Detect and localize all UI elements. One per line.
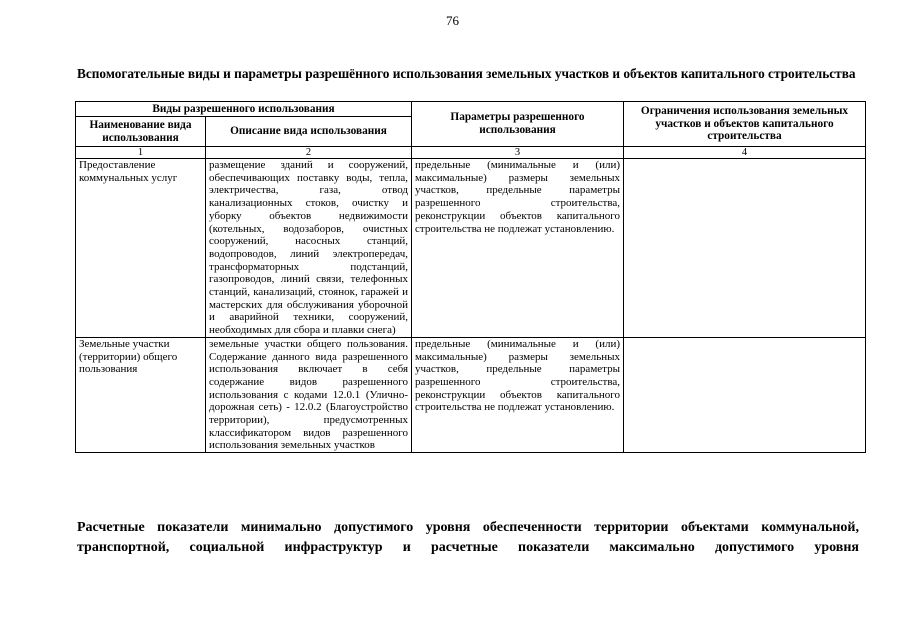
table-header-row <box>76 102 866 117</box>
column-number: 1 <box>76 147 206 159</box>
use-limits <box>624 159 866 338</box>
permitted-use-table <box>75 101 866 453</box>
use-limits <box>624 337 866 452</box>
next-section-heading: Расчетные показатели минимально допустимого уровня обеспеченности территории объектами коммунальной, транспортной, социальной инфраструктур и расчетные показатели максимально допустимого уровня <box>77 520 859 555</box>
group-header: Виды разрешенного использования <box>76 102 412 117</box>
column-number-row <box>76 147 866 159</box>
column-number: 3 <box>412 147 624 159</box>
use-description: земельные участки общего пользования. Содержание данного вида разрешенного использования включает в себя содержание видов разрешенного использования с кодами 12.0.1 (Улично-дорожная сеть) - 12.0.2 (Благоустройство территории), предусмотренных классификатором видов разрешенного использования земельных участков <box>206 337 412 452</box>
use-description: размещение зданий и сооружений, обеспечивающих поставку воды, тепла, электричества, газа, отвод канализационных стоков, очистку и уборку объектов недвижимости (котельных, водозаборов, очистных сооружений, насосных станций, водопроводов, линий электропередач, трансформаторных подстанций, газопроводов, линий связи, телефонных станций, канализаций, стоянок, гаражей и мастерских для обслуживания уборочной и аварийной техники, сооружений, необходимых для сбора и плавки снега) <box>206 159 412 338</box>
header-description: Описание вида использования <box>206 117 412 147</box>
column-number: 2 <box>206 147 412 159</box>
use-name: Предоставление коммунальных услуг <box>76 159 206 338</box>
page-number: 76 <box>446 13 459 28</box>
header-name: Наименование вида использования <box>76 117 206 147</box>
header-parameters: Параметры разрешенного использования <box>412 102 624 147</box>
column-number: 4 <box>624 147 866 159</box>
table-row <box>76 337 866 452</box>
table-row <box>76 159 866 338</box>
section-heading: Вспомогательные виды и параметры разрешённого использования земельных участков и объектов капитального строительства <box>77 66 856 81</box>
header-limits: Ограничения использования земельных участков и объектов капитального строительства <box>624 102 866 147</box>
use-parameters: предельные (минимальные и (или) максимальные) размеры земельных участков, предельные параметры разрешенного строительства, реконструкции объектов капитального строительства не подлежат установлению. <box>412 159 624 338</box>
use-name: Земельные участки (территории) общего пользования <box>76 337 206 452</box>
use-parameters: предельные (минимальные и (или) максимальные) размеры земельных участков, предельные параметры разрешенного строительства, реконструкции объектов капитального строительства не подлежат установлению. <box>412 337 624 452</box>
